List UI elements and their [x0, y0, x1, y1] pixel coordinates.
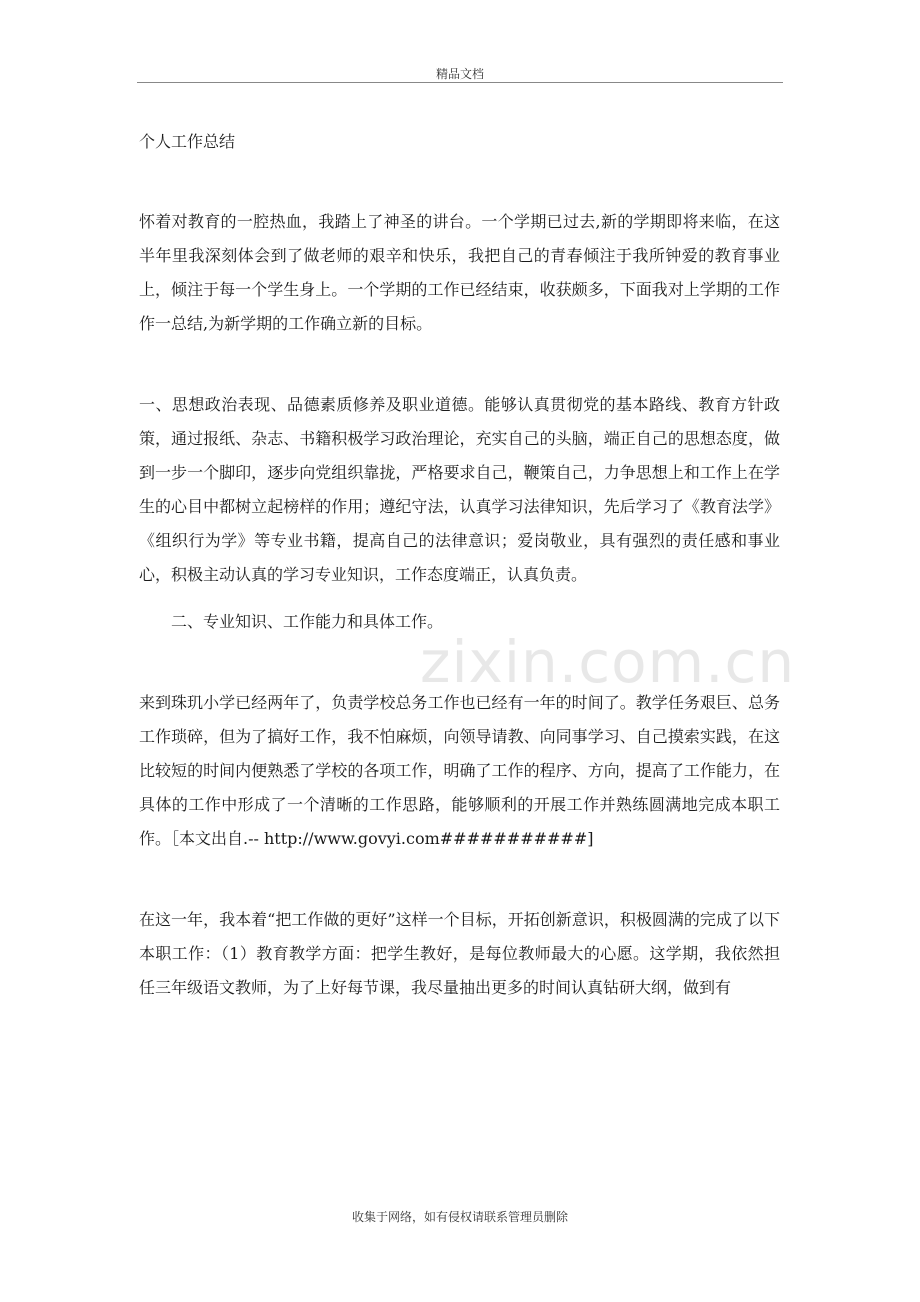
header-divider	[137, 82, 783, 83]
paragraph-intro: 怀着对教育的一腔热血，我踏上了神圣的讲台。一个学期已过去,新的学期即将来临，在这半年里我深刻体会到了做老师的艰辛和快乐，我把自己的青春倾注于我所钟爱的教育事业上，倾注于每一个学生身上。一个学期的工作已经结束，收获颇多，下面我对上学期的工作作一总结,为新学期的工作确立新的目标。	[139, 212, 780, 333]
section-heading-2: 二、专业知识、工作能力和具体工作。	[171, 612, 444, 631]
document-title: 个人工作总结	[139, 132, 236, 151]
document-body	[139, 125, 780, 1005]
page-footer: 收集于网络，如有侵权请联系管理员删除	[351, 1210, 568, 1224]
page-header: 精品文档	[435, 67, 484, 81]
paragraph-section-1: 一、思想政治表现、品德素质修养及职业道德。能够认真贯彻党的基本路线、教育方针政策，通过报纸、杂志、书籍积极学习政治理论，充实自己的头脑，端正自己的思想态度，做到一步一个脚印，逐步向党组织靠拢，严格要求自己，鞭策自己，力争思想上和工作上在学生的心目中都树立起榜样的作用；遵纪守法，认真学习法律知识，先后学习了《教育法学》《组织行为学》等专业书籍，提高自己的法律意识；爱岗敬业，具有强烈的责任感和事业心，积极主动认真的学习专业知识，工作态度端正，认真负责。	[139, 395, 780, 584]
paragraph-section-2: 来到珠玑小学已经两年了，负责学校总务工作也已经有一年的时间了。教学任务艰巨、总务工作琐碎，但为了搞好工作，我不怕麻烦，向领导请教、向同事学习、自己摸索实践，在这比较短的时间内便熟悉了学校的各项工作，明确了工作的程序、方向，提高了工作能力，在具体的工作中形成了一个清晰的工作思路，能够顺利的开展工作并熟练圆满地完成本职工作。［本文出自.-- http://www.govyi.com###########]	[139, 693, 780, 848]
watermark: zixin.com.cn	[420, 628, 796, 696]
paragraph-work-details: 在这一年，我本着“把工作做的更好”这样一个目标，开拓创新意识，积极圆满的完成了以下本职工作：（1）教育教学方面：把学生教好，是每位教师最大的心愿。这学期，我依然担任三年级语文教师，为了上好每节课，我尽量抽出更多的时间认真钻研大纲，做到有	[139, 910, 780, 997]
